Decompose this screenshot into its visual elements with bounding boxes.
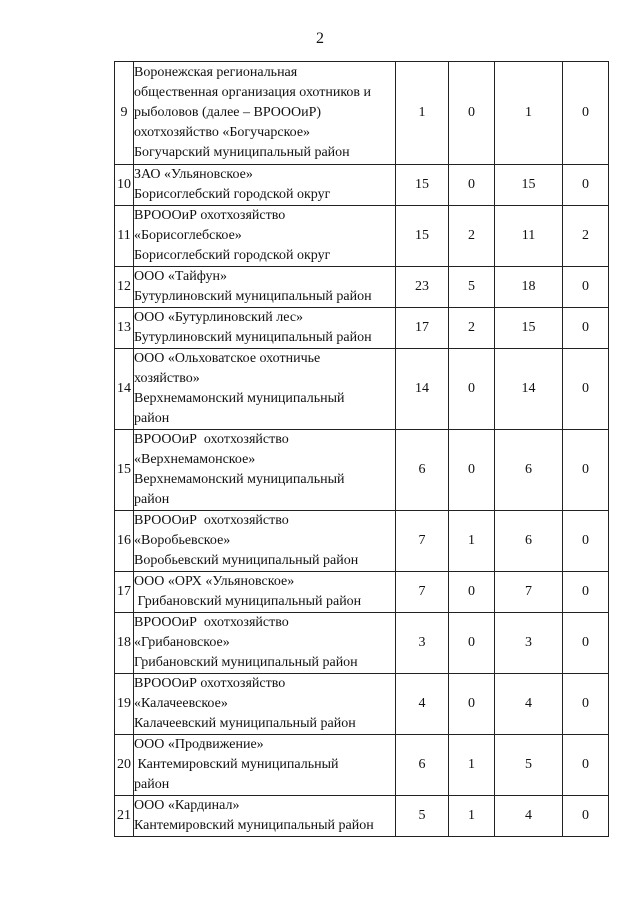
table-row xyxy=(115,308,609,349)
organization-name-line: Грибановский муниципальный район xyxy=(134,594,362,609)
organization-name-cell xyxy=(134,572,396,613)
value-cell-3: 15 xyxy=(495,308,563,349)
organization-name-line: Верхнемамонский муниципальный xyxy=(134,472,345,487)
organization-name-line: ООО «Тайфун» xyxy=(134,269,227,284)
organization-name-line: ООО «Кардинал» xyxy=(134,798,240,813)
value-cell-2: 0 xyxy=(449,62,495,165)
organization-name-line: ВРОООиР охотхозяйство xyxy=(134,676,286,691)
value-cell-4: 0 xyxy=(563,349,609,430)
organization-name-line: ООО «ОРХ «Ульяновское» xyxy=(134,574,295,589)
organization-name-line: Грибановский муниципальный район xyxy=(134,655,358,670)
row-number: 19 xyxy=(115,674,134,735)
value-cell-1: 5 xyxy=(396,796,449,837)
organization-name-cell xyxy=(134,735,396,796)
value-cell-1: 17 xyxy=(396,308,449,349)
organization-name-cell xyxy=(134,62,396,165)
row-number: 14 xyxy=(115,349,134,430)
table-row xyxy=(115,62,609,165)
organization-name-line: ООО «Ольховатское охотничье xyxy=(134,351,321,366)
organization-name-cell xyxy=(134,430,396,511)
value-cell-2: 1 xyxy=(449,511,495,572)
table-row xyxy=(115,206,609,267)
value-cell-4: 2 xyxy=(563,206,609,267)
value-cell-4: 0 xyxy=(563,796,609,837)
value-cell-3: 4 xyxy=(495,674,563,735)
organization-name-line: Бутурлиновский муниципальный район xyxy=(134,330,372,345)
value-cell-2: 1 xyxy=(449,735,495,796)
value-cell-2: 0 xyxy=(449,613,495,674)
organization-name-cell xyxy=(134,674,396,735)
value-cell-2: 1 xyxy=(449,796,495,837)
organization-name-line: район xyxy=(134,492,170,507)
organization-name-line: ООО «Бутурлиновский лес» xyxy=(134,310,304,325)
organization-name-cell xyxy=(134,308,396,349)
organization-name-cell xyxy=(134,267,396,308)
organization-name-line: Кантемировский муниципальный xyxy=(134,757,339,772)
value-cell-1: 14 xyxy=(396,349,449,430)
value-cell-1: 15 xyxy=(396,206,449,267)
value-cell-4: 0 xyxy=(563,674,609,735)
organization-name-line: ВРОООиР охотхозяйство xyxy=(134,513,289,528)
organization-name-line: район xyxy=(134,411,170,426)
organization-name-line: Калачеевский муниципальный район xyxy=(134,716,356,731)
organization-name-line: район xyxy=(134,777,170,792)
table-row xyxy=(115,572,609,613)
organization-name-line: охотхозяйство «Богучарское» xyxy=(134,125,311,140)
row-number: 18 xyxy=(115,613,134,674)
organization-name-line: «Воробьевское» xyxy=(134,533,231,548)
organization-name-line: Бутурлиновский муниципальный район xyxy=(134,289,372,304)
value-cell-3: 1 xyxy=(495,62,563,165)
value-cell-1: 4 xyxy=(396,674,449,735)
row-number: 20 xyxy=(115,735,134,796)
value-cell-1: 23 xyxy=(396,267,449,308)
organization-name-line: «Борисоглебское» xyxy=(134,228,242,243)
row-number: 15 xyxy=(115,430,134,511)
row-number: 16 xyxy=(115,511,134,572)
table-row xyxy=(115,796,609,837)
value-cell-2: 2 xyxy=(449,308,495,349)
row-number: 17 xyxy=(115,572,134,613)
value-cell-3: 6 xyxy=(495,430,563,511)
value-cell-1: 6 xyxy=(396,735,449,796)
organization-name-line: хозяйство» xyxy=(134,371,200,386)
organization-name-line: «Грибановское» xyxy=(134,635,230,650)
value-cell-3: 3 xyxy=(495,613,563,674)
table-row xyxy=(115,165,609,206)
organization-name-cell xyxy=(134,613,396,674)
organization-name-cell xyxy=(134,165,396,206)
organization-name-line: рыболовов (далее – ВРОООиР) xyxy=(134,105,322,120)
row-number: 10 xyxy=(115,165,134,206)
value-cell-2: 0 xyxy=(449,674,495,735)
value-cell-3: 18 xyxy=(495,267,563,308)
organization-name-cell xyxy=(134,511,396,572)
value-cell-1: 7 xyxy=(396,572,449,613)
table-row xyxy=(115,349,609,430)
value-cell-4: 0 xyxy=(563,62,609,165)
value-cell-3: 11 xyxy=(495,206,563,267)
value-cell-4: 0 xyxy=(563,572,609,613)
organization-name-line: «Калачеевское» xyxy=(134,696,228,711)
organization-name-line: Борисоглебский городской округ xyxy=(134,187,331,202)
value-cell-3: 5 xyxy=(495,735,563,796)
value-cell-2: 0 xyxy=(449,430,495,511)
organization-name-line: ВРОООиР охотхозяйство xyxy=(134,615,289,630)
value-cell-1: 6 xyxy=(396,430,449,511)
row-number: 21 xyxy=(115,796,134,837)
organization-name-cell xyxy=(134,206,396,267)
organization-name-line: Верхнемамонский муниципальный xyxy=(134,391,345,406)
table-row xyxy=(115,267,609,308)
organization-name-line: «Верхнемамонское» xyxy=(134,452,256,467)
page-number: 2 xyxy=(316,30,324,47)
table-row xyxy=(115,613,609,674)
value-cell-2: 0 xyxy=(449,349,495,430)
row-number: 13 xyxy=(115,308,134,349)
value-cell-2: 2 xyxy=(449,206,495,267)
organization-name-cell xyxy=(134,349,396,430)
row-number: 12 xyxy=(115,267,134,308)
organization-name-line: ООО «Продвижение» xyxy=(134,737,264,752)
value-cell-4: 0 xyxy=(563,613,609,674)
value-cell-3: 14 xyxy=(495,349,563,430)
organization-name-line: ВРОООиР охотхозяйство xyxy=(134,432,289,447)
table-row xyxy=(115,430,609,511)
organization-name-line: Кантемировский муниципальный район xyxy=(134,818,374,833)
row-number: 9 xyxy=(115,62,134,165)
value-cell-2: 0 xyxy=(449,572,495,613)
organization-name-line: Воробьевский муниципальный район xyxy=(134,553,359,568)
value-cell-3: 4 xyxy=(495,796,563,837)
organization-name-line: Борисоглебский городской округ xyxy=(134,248,331,263)
table-row xyxy=(115,674,609,735)
value-cell-3: 6 xyxy=(495,511,563,572)
value-cell-4: 0 xyxy=(563,308,609,349)
value-cell-1: 15 xyxy=(396,165,449,206)
organization-name-line: Богучарский муниципальный район xyxy=(134,145,350,160)
value-cell-4: 0 xyxy=(563,430,609,511)
organization-name-line: общественная организация охотников и xyxy=(134,85,372,100)
value-cell-4: 0 xyxy=(563,735,609,796)
row-number: 11 xyxy=(115,206,134,267)
table-row xyxy=(115,511,609,572)
value-cell-4: 0 xyxy=(563,267,609,308)
value-cell-3: 15 xyxy=(495,165,563,206)
hunting-grounds-table xyxy=(114,61,609,837)
value-cell-2: 0 xyxy=(449,165,495,206)
value-cell-4: 0 xyxy=(563,511,609,572)
value-cell-1: 1 xyxy=(396,62,449,165)
organization-name-line: ВРОООиР охотхозяйство xyxy=(134,208,286,223)
value-cell-1: 7 xyxy=(396,511,449,572)
organization-name-line: Воронежская региональная xyxy=(134,65,298,80)
value-cell-1: 3 xyxy=(396,613,449,674)
organization-name-cell xyxy=(134,796,396,837)
value-cell-2: 5 xyxy=(449,267,495,308)
value-cell-4: 0 xyxy=(563,165,609,206)
value-cell-3: 7 xyxy=(495,572,563,613)
organization-name-line: ЗАО «Ульяновское» xyxy=(134,167,253,182)
table-body xyxy=(115,62,609,837)
table-row xyxy=(115,735,609,796)
